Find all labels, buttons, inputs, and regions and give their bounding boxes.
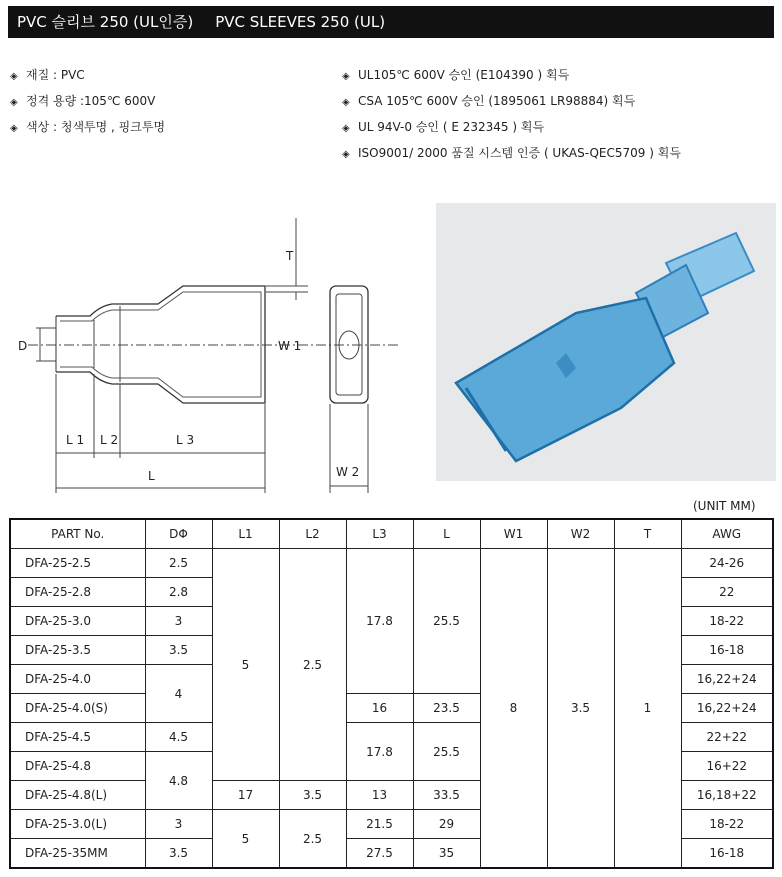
cell-awg: 24-26 (681, 549, 773, 578)
cell-t: 1 (614, 549, 681, 869)
cell-l: 35 (413, 839, 480, 869)
cell-l: 25.5 (413, 549, 480, 694)
spec-item: ◈ CSA 105℃ 600V 승인 (1895061 LR98884) 획득 (342, 89, 681, 115)
header-l1: L1 (212, 519, 279, 549)
cell-l3: 16 (346, 694, 413, 723)
cell-part-no: DFA-25-3.0(L) (10, 810, 145, 839)
label-d: D (18, 339, 28, 353)
cell-l1: 5 (212, 549, 279, 781)
diamond-bullet-icon: ◈ (342, 123, 350, 134)
cell-d: 4 (145, 665, 212, 723)
cell-part-no: DFA-25-4.5 (10, 723, 145, 752)
cell-d: 3 (145, 810, 212, 839)
spec-item: ◈ 정격 용량 :105℃ 600V (10, 89, 165, 115)
label-w1: W 1 (278, 339, 302, 353)
cell-d: 4.5 (145, 723, 212, 752)
cell-awg: 22+22 (681, 723, 773, 752)
label-l: L (148, 469, 155, 483)
cell-l: 23.5 (413, 694, 480, 723)
cell-l: 25.5 (413, 723, 480, 781)
cell-part-no: DFA-25-4.0(S) (10, 694, 145, 723)
header-awg: AWG (681, 519, 773, 549)
cell-w2: 3.5 (547, 549, 614, 869)
table-header-row (10, 519, 773, 549)
cell-d: 3.5 (145, 636, 212, 665)
cell-awg: 18-22 (681, 607, 773, 636)
cell-awg: 16,18+22 (681, 781, 773, 810)
header-part-no: PART No. (10, 519, 145, 549)
cell-part-no: DFA-25-2.5 (10, 549, 145, 578)
diamond-bullet-icon: ◈ (10, 97, 18, 108)
product-photo (436, 203, 776, 481)
header-l: L (413, 519, 480, 549)
header-l2: L2 (279, 519, 346, 549)
cell-part-no: DFA-25-2.8 (10, 578, 145, 607)
cell-l1: 17 (212, 781, 279, 810)
spec-item: ◈ UL105℃ 600V 승인 (E104390 ) 획득 (342, 63, 681, 89)
spec-item: ◈ 색상 : 청색투명 , 핑크투명 (10, 115, 165, 141)
label-w2: W 2 (336, 465, 360, 479)
header-w1: W1 (480, 519, 547, 549)
cell-l2: 2.5 (279, 549, 346, 781)
unit-label: (UNIT MM) (693, 499, 756, 513)
cell-l3: 17.8 (346, 549, 413, 694)
cell-d: 2.8 (145, 578, 212, 607)
title-english: PVC SLEEVES 250 (UL) (215, 13, 386, 31)
diamond-bullet-icon: ◈ (342, 149, 350, 160)
cell-part-no: DFA-25-4.8 (10, 752, 145, 781)
title-bar (8, 6, 774, 38)
header-w2: W2 (547, 519, 614, 549)
header-l3: L3 (346, 519, 413, 549)
cell-awg: 16-18 (681, 636, 773, 665)
cell-d: 3.5 (145, 839, 212, 869)
cell-d: 4.8 (145, 752, 212, 810)
cell-awg: 18-22 (681, 810, 773, 839)
cell-l: 33.5 (413, 781, 480, 810)
cell-part-no: DFA-25-35MM (10, 839, 145, 869)
cell-part-no: DFA-25-4.8(L) (10, 781, 145, 810)
cell-d: 3 (145, 607, 212, 636)
label-l2: L 2 (100, 433, 119, 447)
cell-l3: 17.8 (346, 723, 413, 781)
spec-item: ◈ 재질 : PVC (10, 63, 165, 89)
header-d: DΦ (145, 519, 212, 549)
table-row (10, 549, 773, 578)
diamond-bullet-icon: ◈ (10, 123, 18, 134)
spec-list-right (342, 63, 681, 167)
cell-awg: 16-18 (681, 839, 773, 869)
spec-item: ◈ ISO9001/ 2000 품질 시스템 인증 ( UKAS-QEC5709 ) 획득 (342, 141, 681, 167)
label-l3: L 3 (176, 433, 195, 447)
cell-part-no: DFA-25-3.0 (10, 607, 145, 636)
label-l1: L 1 (66, 433, 85, 447)
spec-list-left (10, 63, 165, 141)
label-t: T (286, 249, 294, 263)
diamond-bullet-icon: ◈ (10, 71, 18, 82)
cell-l: 29 (413, 810, 480, 839)
cell-l1: 5 (212, 810, 279, 869)
diamond-bullet-icon: ◈ (342, 97, 350, 108)
cell-l2: 3.5 (279, 781, 346, 810)
cell-awg: 16,22+24 (681, 665, 773, 694)
cell-part-no: DFA-25-4.0 (10, 665, 145, 694)
dimension-drawing (8, 208, 428, 503)
spec-item: ◈ UL 94V-0 승인 ( E 232345 ) 획득 (342, 115, 681, 141)
cell-d: 2.5 (145, 549, 212, 578)
title-korean: PVC 슬리브 250 (UL인증) (17, 13, 194, 31)
cell-w1: 8 (480, 549, 547, 869)
header-t: T (614, 519, 681, 549)
cell-part-no: DFA-25-3.5 (10, 636, 145, 665)
spec-table (9, 518, 774, 869)
cell-l2: 2.5 (279, 810, 346, 869)
cell-awg: 16+22 (681, 752, 773, 781)
cell-l3: 27.5 (346, 839, 413, 869)
cell-awg: 16,22+24 (681, 694, 773, 723)
cell-l3: 21.5 (346, 810, 413, 839)
cell-awg: 22 (681, 578, 773, 607)
diamond-bullet-icon: ◈ (342, 71, 350, 82)
cell-l3: 13 (346, 781, 413, 810)
